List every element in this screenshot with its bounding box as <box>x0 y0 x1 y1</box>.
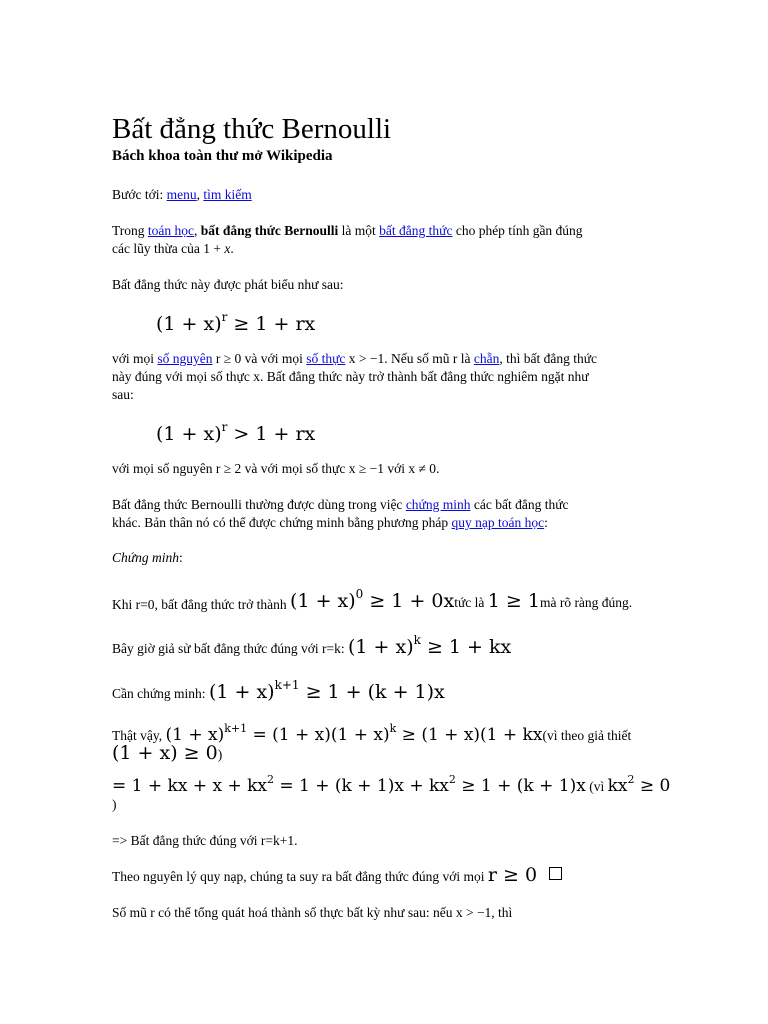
proof-step-line1: Thật vậy, $(1 + x)^{k+1} = (1 + x)(1 + x)^k \ge (1 + x)(1$ + kx(vì theo giả thiết <box>112 722 632 745</box>
link-so-nguyen[interactable]: số nguyên <box>157 351 213 366</box>
link-quy-nap[interactable]: quy nạp toán học <box>451 515 545 530</box>
proof-result: => Bất đẳng thức đúng với r=k+1. <box>112 833 298 848</box>
proof-step-line4: ) <box>112 797 117 812</box>
search-link[interactable]: tìm kiếm <box>203 187 252 202</box>
conclusion: Theo nguyên lý quy nạp, chúng ta suy ra bất đẳng thức đúng với mọi r ≥ 0 <box>112 866 562 886</box>
link-so-thuc[interactable]: số thực <box>306 351 346 366</box>
proof-goal: Cần chứng minh: $(1 + x)^{k+1} \ge 1 + (k + 1)x$ <box>112 678 445 703</box>
formula-1: $(1 + x)^r \ge 1$ + rx <box>156 310 316 335</box>
link-chan[interactable]: chẵn <box>473 351 500 366</box>
condition-paragraph: với mọi số nguyên r ≥ 0 và với mọi số thực x > −1. Nếu số mũ r là chẵn, thì bất đẳng thức này đúng với mọi số thực x. Bất đẳng thức này trở thành bất đẳng thức nghiêm ngặt như sau: <box>112 351 598 402</box>
link-toan-hoc[interactable]: toán học <box>147 223 195 238</box>
menu-link[interactable]: menu <box>166 187 197 202</box>
jump-links: Bước tới: menu, tìm kiếm <box>112 187 252 202</box>
intro-paragraph: Trong toán học, bất đẳng thức Bernoulli là một bất đẳng thức cho phép tính gần đúng các lũy thừa của 1 + x. <box>112 223 583 256</box>
proof-base-case: Khi r=0, bất đẳng thức trở thành $(1 + x)^0 \ge 1$ + 0xtức là 1 ≥ 1mà rõ ràng đúng. <box>112 587 633 612</box>
link-bat-dang-thuc[interactable]: bất đẳng thức <box>379 223 453 238</box>
condition-strict: với mọi số nguyên r ≥ 2 và với mọi số thực x ≥ −1 với x ≠ 0. <box>112 461 440 476</box>
proof-label: Chứng minh: <box>112 550 183 565</box>
page-subtitle: Bách khoa toàn thư mở Wikipedia <box>112 148 333 164</box>
link-chung-minh[interactable]: chứng minh <box>405 497 471 512</box>
proof-hypothesis: Bây giờ giả sử bất đẳng thức đúng với r=k: $(1 + x)^k \ge 1$ + kx <box>112 633 512 658</box>
proof-step-line2: (1 + x) ≥ 0) <box>112 742 223 764</box>
proof-step-line3: = 1 + kx + $x + kx^2 = 1 + (k + 1)x + kx^2 \ge 1 + (k + 1)x$ (vì $kx^2 \ge 0$ <box>112 773 671 796</box>
page-title: Bất đẳng thức Bernoulli <box>112 113 392 146</box>
formula-2: $(1 + x)^r > 1$ + rx <box>156 420 316 445</box>
statement-intro: Bất đẳng thức này được phát biểu như sau: <box>112 277 344 292</box>
generalization: Số mũ r có thể tổng quát hoá thành số thực bất kỳ như sau: nếu x > −1, thì <box>112 905 513 920</box>
qed-square-icon <box>549 867 562 880</box>
usage-paragraph: Bất đẳng thức Bernoulli thường được dùng trong việc chứng minh các bất đẳng thức khác. Bản thân nó có thể được chứng minh bằng phương pháp quy nạp toán học: <box>112 497 569 530</box>
